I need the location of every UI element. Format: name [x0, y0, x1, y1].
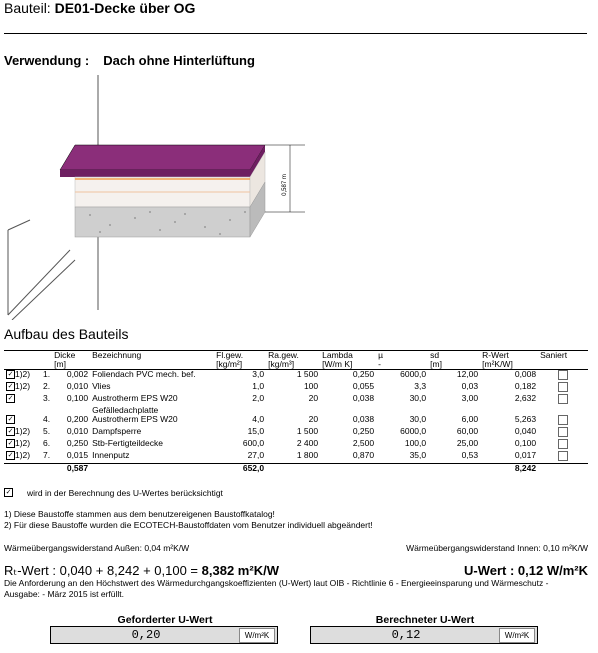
header-sd: sd [m]: [430, 350, 442, 369]
u-wert: U-Wert : 0,12 W/m²K: [464, 563, 588, 578]
cell-lambda: 0,870: [352, 450, 375, 460]
cell-ragew: 1 800: [296, 450, 319, 460]
cell-r: 0,182: [514, 381, 537, 391]
cell-mu: 6000,0: [400, 369, 427, 379]
cell-bez: Austrotherm EPS W20: [92, 414, 178, 424]
saniert-checkbox[interactable]: [558, 451, 568, 461]
row-number: 3.: [43, 393, 51, 403]
note-1: 1) Diese Baustoffe stammen aus dem benutzereigenen Baustoffkatalog!: [4, 509, 275, 519]
cell-ragew: 1 500: [296, 426, 319, 436]
include-checkbox[interactable]: ✓: [7, 428, 14, 435]
cell-bez: Dampfsperre: [92, 426, 142, 436]
saniert-checkbox[interactable]: [558, 394, 568, 404]
header-bezeichnung: Bezeichnung: [92, 350, 142, 360]
berechnet-unit: W/m²K: [499, 628, 535, 643]
cell-lambda: 2,500: [352, 438, 375, 448]
cell-ragew: 2 400: [296, 438, 319, 448]
verwendung-value: Dach ohne Hinterlüftung: [103, 53, 255, 68]
cell-mu: 30,0: [409, 393, 427, 403]
dimension-label: 0,587 m: [282, 174, 288, 196]
include-checkbox[interactable]: ✓: [7, 440, 14, 447]
cell-bez: Gefälledachplatte: [92, 405, 159, 415]
note-2: 2) Für diese Baustoffe wurden die ECOTECH-Baustoffdaten vom Benutzer individuell abgeändert!: [4, 520, 373, 530]
cell-lambda: 0,038: [352, 414, 375, 424]
rt-wert-formula: Rₜ-Wert : 0,040 + 8,242 + 0,100 =: [4, 563, 199, 578]
top-layer-surface: [60, 145, 265, 170]
legend-text: wird in der Berechnung des U-Wertes berücksichtigt: [27, 488, 223, 498]
row-note: 1)2): [15, 450, 31, 460]
cell-sd: 0,53: [461, 450, 479, 460]
cell-flgew: 27,0: [247, 450, 265, 460]
include-checkbox[interactable]: ✓: [7, 452, 14, 459]
header-divider: [4, 33, 587, 34]
saniert-checkbox[interactable]: [558, 427, 568, 437]
legend-checkbox[interactable]: ✓: [5, 489, 12, 496]
row-number: 1.: [43, 369, 51, 379]
cell-flgew: 3,0: [252, 369, 265, 379]
cell-sd: 3,00: [461, 393, 479, 403]
cell-ragew: 100: [303, 381, 319, 391]
concrete-layer: [75, 207, 250, 237]
cell-sd: 6,00: [461, 414, 479, 424]
row-number: 6.: [43, 438, 51, 448]
cell-lambda: 0,250: [352, 426, 375, 436]
row-number: 7.: [43, 450, 51, 460]
layers-table: [4, 350, 588, 473]
include-checkbox[interactable]: ✓: [7, 383, 14, 390]
cell-flgew: 15,0: [247, 426, 265, 436]
cell-dicke: 0,002: [66, 369, 89, 379]
bauteil-label: Bauteil:: [4, 0, 51, 16]
saniert-checkbox[interactable]: [558, 370, 568, 380]
cell-bez: Stb-Fertigteildecke: [92, 438, 163, 448]
cell-bez: Vlies: [92, 381, 111, 391]
cell-dicke: 0,015: [66, 450, 89, 460]
cell-lambda: 0,055: [352, 381, 375, 391]
cell-ragew: 1 500: [296, 369, 319, 379]
cell-sd: 60,00: [456, 426, 479, 436]
cell-r: 0,040: [514, 426, 537, 436]
layer-diagram: [0, 70, 320, 320]
aufbau-title: Aufbau des Bauteils: [4, 326, 129, 342]
row-note: 1)2): [15, 438, 31, 448]
row-number: 2.: [43, 381, 51, 391]
verwendung-label: Verwendung :: [4, 53, 90, 68]
legend-row: [4, 488, 223, 498]
cell-dicke: 0,250: [66, 438, 89, 448]
gefordert-unit: W/m²K: [239, 628, 275, 643]
cell-ragew: 20: [308, 414, 319, 424]
cell-dicke: 0,200: [66, 414, 89, 424]
bauteil-heading: [4, 0, 195, 16]
cell-bez: Foliendach PVC mech. bef.: [92, 369, 196, 379]
sum-flgew: 652,0: [214, 464, 266, 474]
header-rwert: R-Wert [m²K/W]: [482, 350, 513, 369]
include-checkbox[interactable]: ✓: [7, 395, 14, 402]
row-note: 1)2): [15, 426, 31, 436]
cell-dicke: 0,010: [66, 426, 89, 436]
cell-sd: 12,00: [456, 369, 479, 379]
berechnet-value: 0,12: [391, 628, 421, 642]
anforderung-text: Die Anforderung an den Höchstwert des Wärmedurchgangskoeffizienten (U-Wert) laut OIB - Richtlinie 6 - Energieeinsparung und Wärmeschutz - Ausgabe: - März 2015 ist erfüllt.: [4, 578, 549, 599]
row-number: 5.: [43, 426, 51, 436]
table-header-row: [4, 351, 588, 370]
cell-sd: 25,00: [456, 438, 479, 448]
table-row: [4, 451, 588, 464]
cell-r: 0,100: [514, 438, 537, 448]
gefordert-label: Geforderter U-Wert: [117, 614, 213, 626]
include-checkbox[interactable]: ✓: [7, 371, 14, 378]
gefordert-value: 0,20: [131, 628, 161, 642]
cell-bez: Innenputz: [92, 450, 130, 460]
cell-mu: 100,0: [404, 438, 427, 448]
row-note: 1)2): [15, 369, 31, 379]
cell-sd: 0,03: [461, 381, 479, 391]
cell-r: 0,017: [514, 450, 537, 460]
verwendung-row: [4, 53, 255, 68]
cell-flgew: 4,0: [252, 414, 265, 424]
header-lambda: Lambda [W/m K]: [322, 350, 353, 369]
sum-row: [4, 464, 588, 474]
gefordert-group: [50, 614, 280, 644]
cell-flgew: 600,0: [242, 438, 265, 448]
cell-lambda: 0,250: [352, 369, 375, 379]
gefordert-box: [50, 626, 278, 644]
row-number: 4.: [43, 414, 51, 424]
cell-mu: 30,0: [409, 414, 427, 424]
notes: [4, 509, 373, 531]
cell-mu: 35,0: [409, 450, 427, 460]
saniert-checkbox[interactable]: [558, 439, 568, 449]
saniert-checkbox[interactable]: [558, 415, 568, 425]
cell-r: 0,008: [514, 369, 537, 379]
cell-dicke: 0,010: [66, 381, 89, 391]
header-ragew: Ra.gew. [kg/m³]: [268, 350, 299, 369]
berechnet-box: [310, 626, 538, 644]
cell-ragew: 20: [308, 393, 319, 403]
cell-flgew: 2,0: [252, 393, 265, 403]
sum-dicke: 0,587: [52, 464, 90, 474]
berechnet-label: Berechneter U-Wert: [375, 614, 475, 626]
rt-wert-result: 8,382 m²K/W: [201, 563, 279, 578]
berechnet-group: [310, 614, 540, 644]
rt-wert: [4, 563, 279, 579]
header-saniert: Saniert: [540, 350, 568, 360]
wue-innen: Wärmeübergangswiderstand Innen: 0,10 m²K/W: [406, 543, 588, 553]
cell-r: 5,263: [514, 414, 537, 424]
cell-mu: 6000,0: [400, 426, 427, 436]
saniert-checkbox[interactable]: [558, 382, 568, 392]
cell-dicke: 0,100: [66, 393, 89, 403]
cell-mu: 3,3: [414, 381, 427, 391]
header-mu: µ -: [378, 350, 384, 369]
header-dicke: Dicke [m]: [54, 350, 76, 369]
cell-lambda: 0,038: [352, 393, 375, 403]
cell-bez: Austrotherm EPS W20: [92, 393, 178, 403]
bauteil-name: DE01-Decke über OG: [54, 0, 196, 16]
header-flgew: Fl.gew. [kg/m²]: [216, 350, 244, 369]
wue-aussen: Wärmeübergangswiderstand Außen: 0,04 m²K/W: [4, 543, 190, 553]
sum-r: 8,242: [480, 464, 538, 474]
include-checkbox[interactable]: ✓: [7, 416, 14, 423]
cell-r: 2,632: [514, 393, 537, 403]
row-note: 1)2): [15, 381, 31, 391]
cell-flgew: 1,0: [252, 381, 265, 391]
